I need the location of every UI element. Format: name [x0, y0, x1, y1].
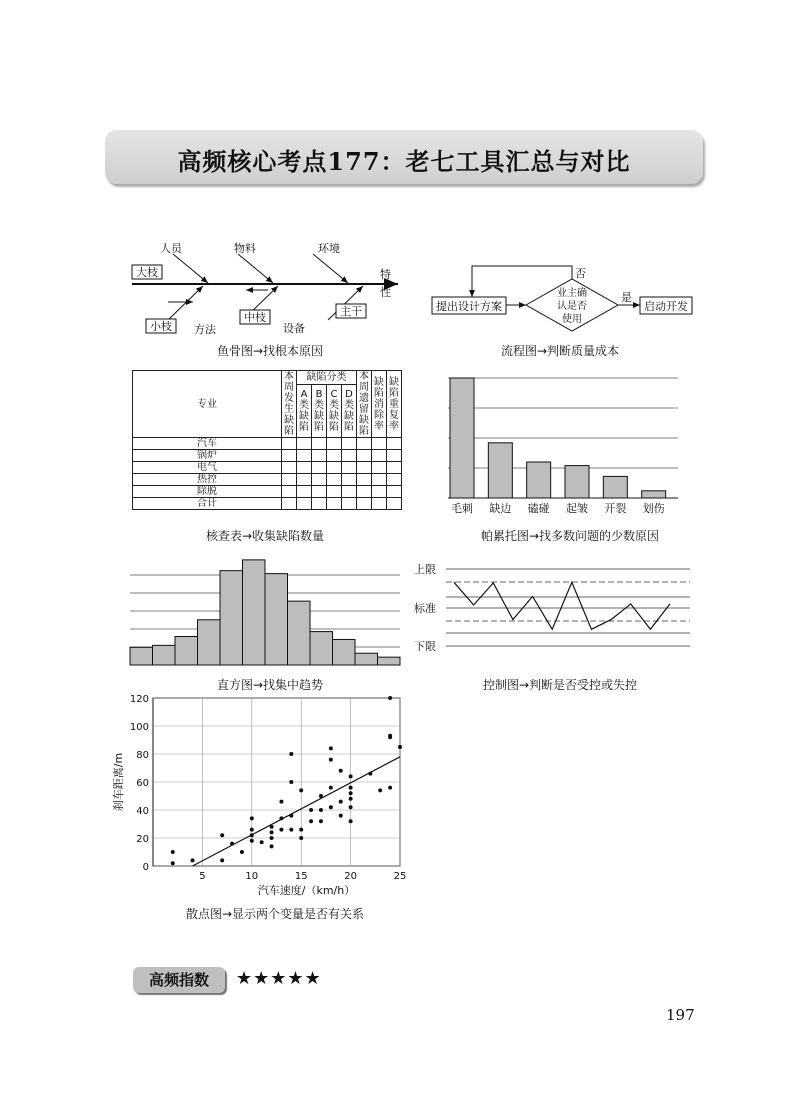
x-tick-label: 5 — [199, 871, 206, 882]
weekly-new-header: 本周发生缺陷 — [282, 371, 297, 438]
scatter-point — [220, 858, 224, 862]
defect-category-header: 缺陷分类 — [297, 371, 357, 385]
table-row: 热控 — [133, 474, 402, 486]
scatter-point — [279, 800, 283, 804]
y-tick-label: 40 — [136, 806, 149, 817]
scatter-point — [230, 842, 234, 846]
flowchart-caption: 流程图→判断质量成本 — [500, 344, 620, 358]
scatter-point — [171, 850, 175, 854]
scatter-point — [299, 788, 303, 792]
scatter-point — [270, 844, 274, 848]
scatter-point — [289, 828, 293, 832]
trait-label: 特 — [380, 268, 391, 281]
pareto-caption: 帕累托图→找多数问题的少数原因 — [480, 529, 660, 543]
method-branch — [168, 286, 203, 320]
histogram-bar — [243, 560, 266, 665]
scatter-point — [368, 772, 372, 776]
repeat-rate-header: 缺陷重复率 — [387, 371, 402, 438]
table-row: 除脱 — [133, 486, 402, 498]
pareto-category-label: 缺边 — [489, 502, 512, 515]
scatter-point — [398, 745, 402, 749]
environment-label: 环境 — [318, 242, 340, 255]
scatter-point — [240, 850, 244, 854]
decision-text-3: 使用 — [562, 314, 582, 325]
scatter-point — [250, 828, 254, 832]
frequency-index-badge: 高频指数 — [133, 967, 225, 993]
scatter-point — [339, 814, 343, 818]
frequency-stars: ★★★★★ — [236, 968, 322, 989]
pareto-bar — [603, 476, 627, 498]
control-series-line — [454, 582, 670, 629]
control-chart — [412, 560, 692, 655]
scatter-point — [339, 769, 343, 773]
material-branch — [238, 254, 273, 283]
elimination-rate-header: 缺陷消除率 — [372, 371, 387, 438]
scatter-point — [349, 774, 353, 778]
histogram-bar — [333, 639, 356, 665]
trait-label-2: 性 — [380, 286, 391, 299]
scatter-point — [250, 816, 254, 820]
y-tick-label: 120 — [129, 694, 149, 705]
people-label: 人员 — [160, 242, 182, 255]
y-tick-label: 60 — [136, 778, 149, 789]
scatter-point — [299, 836, 303, 840]
scatter-point — [270, 836, 274, 840]
pareto-bar — [527, 462, 551, 498]
page-number: 197 — [666, 1006, 695, 1024]
trunk-label: 主干 — [340, 305, 362, 318]
scatter-point — [349, 791, 353, 795]
scatter-point — [349, 805, 353, 809]
table-row: 锅炉 — [133, 450, 402, 462]
y-axis-label: 刹车距离/m — [112, 752, 125, 812]
scatter-point — [349, 786, 353, 790]
scatter-point — [260, 840, 264, 844]
scatter-point — [349, 819, 353, 823]
scatter-point — [309, 808, 313, 812]
scatter-point — [270, 830, 274, 834]
scatter-point — [349, 797, 353, 801]
pareto-category-label: 起皱 — [566, 502, 588, 515]
center-line-label: 标准 — [414, 602, 436, 615]
middle-branch-label: 中枝 — [244, 311, 266, 324]
histogram-bar — [288, 601, 311, 665]
scatter-point — [279, 816, 283, 820]
histogram-bar — [198, 620, 221, 665]
table-row: 电气 — [133, 462, 402, 474]
table-row: 合计 — [133, 498, 402, 510]
scatter-chart — [108, 690, 408, 902]
category-b-header: B类缺陷 — [312, 385, 327, 438]
scatter-point — [329, 746, 333, 750]
yes-label: 是 — [621, 291, 632, 304]
end-text: 启动开发 — [644, 300, 688, 313]
small-branch-label: 小枝 — [150, 320, 172, 333]
specialty-header: 专业 — [133, 371, 282, 438]
pareto-category-label: 毛刺 — [451, 502, 473, 515]
scatter-point — [339, 800, 343, 804]
scatter-point — [388, 696, 392, 700]
pareto-chart — [438, 370, 690, 518]
scatter-point — [388, 734, 392, 738]
y-tick-label: 100 — [129, 722, 149, 733]
scatter-point — [270, 825, 274, 829]
page-title: 高频核心考点177：老七工具汇总与对比 — [177, 147, 631, 176]
table-row: 汽车 — [133, 438, 402, 450]
title-banner — [105, 130, 703, 184]
scatter-point — [329, 805, 333, 809]
scatter-point — [309, 819, 313, 823]
fishbone-diagram — [128, 240, 413, 340]
scatter-point — [319, 819, 323, 823]
x-tick-label: 15 — [294, 871, 308, 882]
decision-text-2: 认是否 — [557, 301, 587, 312]
histogram-bar — [355, 653, 378, 665]
x-axis-label: 汽车速度/（km/h） — [257, 884, 356, 897]
control-caption: 控制图→判断是否受控或失控 — [482, 678, 638, 692]
category-c-header: C类缺陷 — [327, 385, 342, 438]
pareto-bar — [642, 491, 666, 498]
x-tick-label: 10 — [245, 871, 259, 882]
histogram-bar — [130, 647, 153, 665]
histogram-bar — [265, 574, 288, 665]
x-tick-label: 20 — [344, 871, 357, 882]
scatter-point — [289, 752, 293, 756]
scatter-point — [299, 828, 303, 832]
histogram-bar — [175, 637, 198, 665]
scatter-point — [388, 786, 392, 790]
scatter-point — [250, 833, 254, 837]
y-tick-label: 0 — [142, 862, 149, 873]
histogram-chart — [130, 550, 402, 668]
check-sheet-table — [132, 370, 402, 510]
method-label: 方法 — [194, 323, 216, 336]
scatter-point — [191, 858, 195, 862]
scatter-point — [378, 788, 382, 792]
scatter-caption: 散点图→显示两个变量是否有关系 — [185, 907, 365, 921]
scatter-point — [171, 861, 175, 865]
scatter-point — [279, 828, 283, 832]
environment-branch — [313, 254, 348, 283]
scatter-point — [319, 808, 323, 812]
lower-limit-label: 下限 — [414, 640, 436, 653]
y-tick-label: 80 — [136, 750, 149, 761]
scatter-point — [319, 794, 323, 798]
scatter-point — [329, 758, 333, 762]
y-tick-label: 20 — [136, 834, 149, 845]
people-branch — [173, 254, 208, 283]
histogram-bar — [153, 645, 176, 665]
start-text: 提出设计方案 — [436, 300, 502, 313]
equipment-label: 设备 — [283, 322, 305, 335]
histogram-bar — [378, 657, 401, 665]
scatter-point — [329, 786, 333, 790]
no-label: 否 — [575, 267, 586, 280]
scatter-point — [289, 780, 293, 784]
decision-text-1: 业主确 — [557, 288, 587, 299]
weekly-left-header: 本周遗留缺陷 — [357, 371, 372, 438]
pareto-bar — [450, 378, 474, 498]
pareto-category-label: 磕碰 — [527, 502, 550, 515]
scatter-point — [250, 839, 254, 843]
big-branch-label: 大枝 — [136, 266, 158, 279]
category-a-header: A类缺陷 — [297, 385, 312, 438]
pareto-category-label: 开裂 — [604, 502, 627, 515]
upper-limit-label: 上限 — [414, 563, 436, 576]
check-sheet-caption: 核查表→收集缺陷数量 — [205, 529, 325, 543]
x-tick-label: 25 — [393, 871, 407, 882]
flowchart-diagram — [430, 262, 695, 342]
scatter-point — [289, 814, 293, 818]
scatter-point — [220, 833, 224, 837]
material-label: 物料 — [234, 242, 256, 255]
histogram-caption: 直方图→找集中趋势 — [216, 678, 324, 692]
fishbone-caption: 鱼骨图→找根本原因 — [216, 344, 324, 358]
pareto-bar — [565, 466, 589, 498]
pareto-category-label: 划伤 — [642, 502, 665, 515]
category-d-header: D类缺陷 — [342, 385, 357, 438]
histogram-bar — [310, 632, 333, 665]
pareto-bar — [488, 443, 512, 498]
histogram-bar — [220, 571, 243, 665]
